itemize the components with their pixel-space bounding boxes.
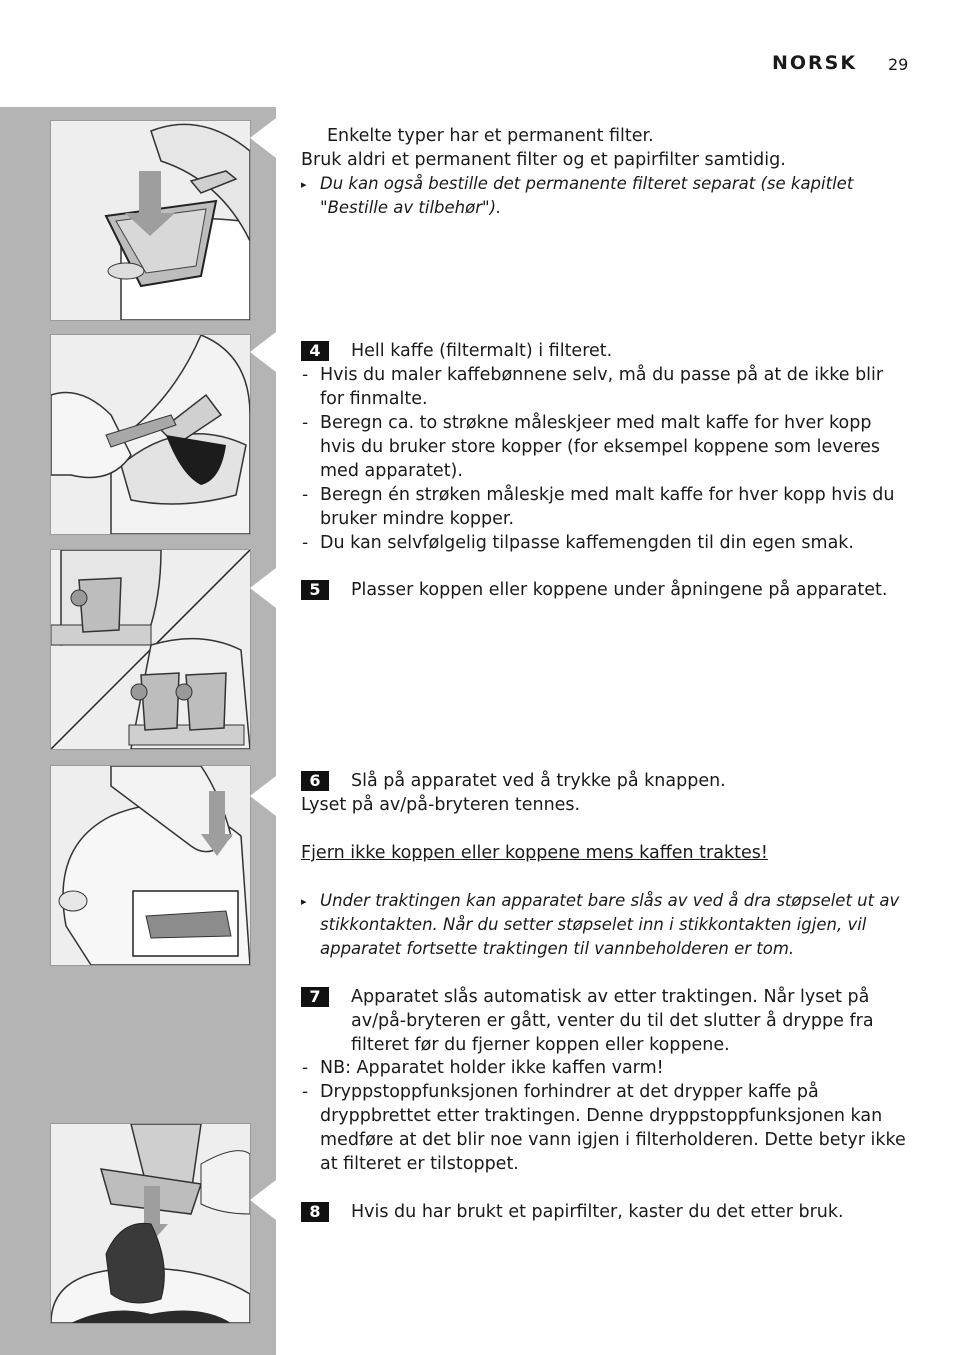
step-number: 8: [301, 1202, 329, 1222]
step-line: Lyset på av/på-bryteren tennes.: [301, 795, 581, 815]
step-title: Hell kaffe (filtermalt) i filteret.: [351, 341, 613, 361]
dash-marker: -: [302, 413, 309, 433]
warning-text: Fjern ikke koppen eller koppene mens kaffen traktes!: [301, 843, 768, 863]
step-item: NB: Apparatet holder ikke kaffen varm!: [320, 1058, 664, 1078]
cups-placement-illustration: [50, 549, 251, 750]
power-button-illustration: [50, 765, 251, 966]
language-label: NORSK: [772, 52, 858, 74]
dash-marker: -: [302, 365, 309, 385]
intro-note: Du kan også bestille det permanente filteret separat (se kapitlet "Bestille av tilbehør").: [320, 174, 854, 217]
filter-discard-illustration: [50, 1123, 251, 1324]
filter-insert-illustration: [50, 120, 251, 321]
figure-notch: [250, 568, 276, 608]
page-number: 29: [888, 55, 909, 74]
step-number: 5: [301, 580, 329, 600]
step-item: Beregn ca. to strøkne måleskjeer med malt kaffe for hver kopp hvis du bruker store kopper (for eksempel koppene som leveres med apparatet).: [320, 413, 881, 481]
step-number: 4: [301, 341, 329, 361]
intro-heading: Enkelte typer har et permanent filter.: [327, 126, 654, 146]
figure-notch: [250, 332, 276, 372]
coffee-scoop-illustration: [50, 334, 251, 535]
step-title: Plasser koppen eller koppene under åpningene på apparatet.: [351, 580, 888, 600]
step-number: 7: [301, 987, 329, 1007]
step-item: Beregn én strøken måleskje med malt kaffe for hver kopp hvis du bruker mindre kopper.: [320, 485, 895, 529]
step-title: Hvis du har brukt et papirfilter, kaster du det etter bruk.: [351, 1202, 844, 1222]
step-item: Du kan selvfølgelig tilpasse kaffemengden til din egen smak.: [320, 533, 854, 553]
step-title: Apparatet slås automatisk av etter traktingen. Når lyset på av/på-bryteren er gått, venter du til det slutter å dryppe fra filteret før du fjerner koppen eller koppene.: [351, 987, 874, 1055]
figure-notch: [250, 1180, 276, 1220]
bullet-icon: ▸: [301, 178, 307, 191]
step-item: Hvis du maler kaffebønnene selv, må du passe på at de ikke blir for finmalte.: [320, 365, 884, 409]
step-note: Under traktingen kan apparatet bare slås av ved å dra støpselet ut av stikkontakten. Når du setter støpselet inn i stikkontakten igjen, vil apparatet fortsette traktingen til vannbeholderen er tom.: [320, 891, 900, 958]
dash-marker: -: [302, 533, 309, 553]
intro-line: Bruk aldri et permanent filter og et papirfilter samtidig.: [301, 150, 786, 170]
step-item: Dryppstoppfunksjonen forhindrer at det drypper kaffe på dryppbrettet etter traktingen. Denne dryppstoppfunksjonen kan medføre at det blir noe vann igjen i filterholderen. Dette betyr ikke at filteret er tilstoppet.: [320, 1082, 906, 1174]
step-number: 6: [301, 771, 329, 791]
dash-marker: -: [302, 485, 309, 505]
bullet-icon: ▸: [301, 895, 307, 908]
figure-notch: [250, 776, 276, 816]
figure-notch: [250, 118, 276, 158]
step-title: Slå på apparatet ved å trykke på knappen.: [351, 771, 726, 791]
dash-marker: -: [302, 1058, 309, 1078]
dash-marker: -: [302, 1082, 309, 1102]
